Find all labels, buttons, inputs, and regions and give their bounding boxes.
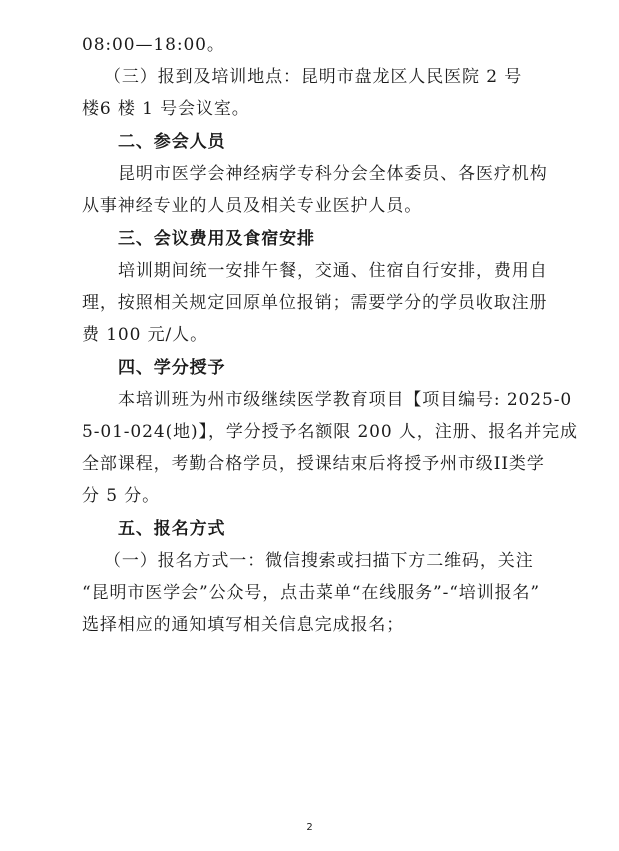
- text-line-location: （三）报到及培训地点：昆明市盘龙区人民医院 2 号: [104, 67, 523, 87]
- text-line: 从事神经专业的人员及相关专业医护人员。: [82, 196, 423, 216]
- text-line-time: 08:00—18:00。: [82, 35, 225, 55]
- section-heading-participants: 二、参会人员: [118, 132, 226, 152]
- text-line: 昆明市医学会神经病学专科分会全体委员、各医疗机构: [118, 164, 548, 184]
- text-line: 全部课程，考勤合格学员，授课结束后将授予州市级II类学: [82, 454, 545, 474]
- text-line: 培训期间统一安排午餐，交通、住宿自行安排，费用自: [118, 261, 548, 281]
- text-line: 选择相应的通知填写相关信息完成报名；: [82, 615, 405, 635]
- text-line: 本培训班为州市级继续医学教育项目【项目编号: 2025-0: [118, 390, 573, 410]
- text-line: 费 100 元/人。: [82, 325, 208, 345]
- section-heading-credits: 四、学分授予: [118, 358, 226, 378]
- text-line-room: 楼6 楼 1 号会议室。: [82, 99, 250, 119]
- text-line: 分 5 分。: [82, 486, 161, 506]
- text-line: （一）报名方式一：微信搜索或扫描下方二维码，关注: [104, 551, 534, 571]
- text-line: 理，按照相关规定回原单位报销；需要学分的学员收取注册: [82, 293, 548, 313]
- section-heading-registration: 五、报名方式: [118, 519, 226, 539]
- text-line: “昆明市医学会”公众号，点击菜单“在线服务”-“培训报名”: [82, 583, 540, 603]
- text-line: 5-01-024(地)】，学分授予名额限 200 人，注册、报名并完成: [82, 422, 578, 442]
- page-number: 2: [306, 822, 313, 833]
- section-heading-fees: 三、会议费用及食宿安排: [118, 229, 315, 249]
